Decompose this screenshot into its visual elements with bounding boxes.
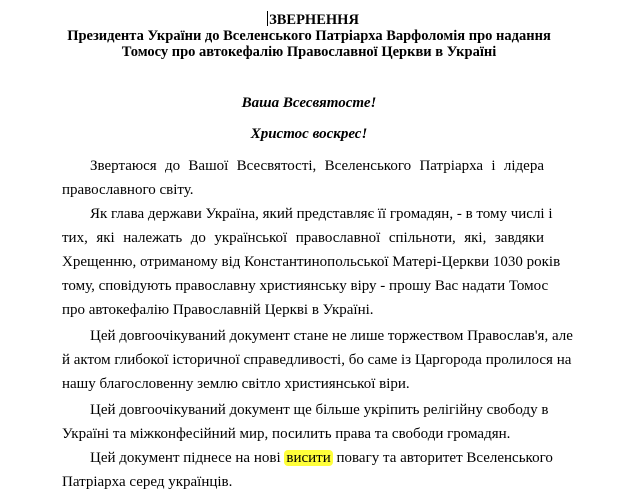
paragraph-1-line-2: православного світу. [62,182,194,198]
document-title [4,11,618,29]
highlighted-word: висити [286,450,331,466]
greeting-address: Ваша Всесвятосте! [241,95,377,111]
greeting-easter: Христос воскрес! [250,126,368,142]
paragraph-2-line-2: тих, які належать до української православної спільноти, які, завдяки [62,230,544,246]
paragraph-2-line-1: Як глава держави Україна, який представляє її громадян, - в тому числі і [90,206,553,222]
paragraph-3-line-3: нашу благословенну землю світло християнської віри. [62,376,410,392]
paragraph-2-line-4: тому, сповідують православну християнську віру - прошу Вас надати Томос [62,278,549,294]
paragraph-4-line-2: Україні та міжконфесійний мир, посилить права та свободи громадян. [62,426,511,442]
paragraph-5-line-1 [90,449,553,467]
text-cursor [267,11,268,26]
paragraph-3-line-2: й актом глибокої історичної справедливості, бо саме із Царгорода пролилося на [62,352,572,368]
paragraph-4-line-1: Цей довгоочікуваний документ ще більше укріпить релігійну свободу в [90,402,549,418]
document-title-text: ЗВЕРНЕННЯ [269,12,359,28]
paragraph-5-line-2: Патріарха серед українців. [62,474,233,490]
paragraph-1-line-1: Звертаюся до Вашої Всесвятості, Вселенського Патріарха і лідера [90,158,544,174]
paragraph-5-text-after: повагу та авторитет Вселенського [336,450,553,466]
document-subtitle-line-2: Томосу про автокефалію Православної Церкви в Україні [121,44,497,60]
document-subtitle-line-1: Президента України до Вселенського Патріарха Варфоломія про надання [67,28,551,44]
paragraph-5-text-before: Цей документ піднесе на нові [90,450,281,466]
paragraph-3-line-1: Цей довгоочікуваний документ стане не лише торжеством Православ'я, але [90,328,573,344]
paragraph-2-line-3: Хрещенню, отриманому від Константинопольської Матері-Церкви 1030 років [62,254,561,270]
paragraph-2-line-5: про автокефалію Православній Церкві в Україні. [62,302,374,318]
